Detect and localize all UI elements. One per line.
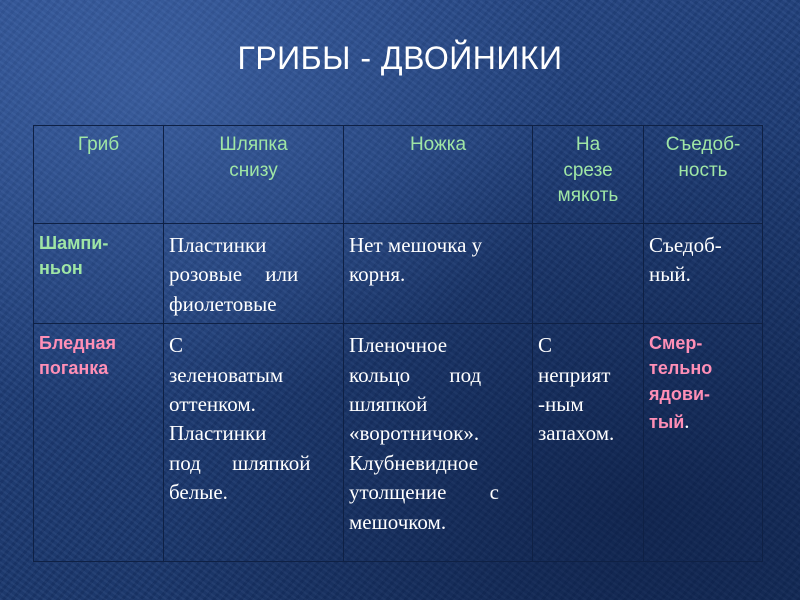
comparison-table (33, 125, 763, 562)
cell-death-cap-cut: С неприят -ным запахом. (533, 324, 644, 562)
header-stem: Ножка (344, 126, 533, 224)
cell-death-cap-edibility: Смер- тельно ядови- тый. (644, 324, 763, 562)
table-header-row (34, 126, 763, 224)
header-cut-flesh: На срезе мякоть (533, 126, 644, 224)
cell-champignon-cut (533, 224, 644, 324)
cell-champignon-name: Шампи- ньон (34, 224, 164, 324)
header-cap-underside: Шляпка снизу (164, 126, 344, 224)
cell-champignon-edibility: Съедоб- ный. (644, 224, 763, 324)
table-row-champignon (34, 224, 763, 324)
cell-champignon-cap: Пластинки розовые или фиолетовые (164, 224, 344, 324)
cell-champignon-stem: Нет мешочка у корня. (344, 224, 533, 324)
header-edibility: Съедоб- ность (644, 126, 763, 224)
page-title: ГРИБЫ - ДВОЙНИКИ (237, 40, 563, 76)
cell-death-cap-stem: Пленочное кольцо под шляпкой «воротничок». Клубневидное утолщение с мешочком. (344, 324, 533, 562)
cap-line-justified: розовые или (169, 262, 299, 287)
cell-death-cap-cap: С зеленоватым оттенком. Пластинки под шляпкой белые. (164, 324, 344, 562)
mushroom-table (33, 125, 762, 562)
cell-death-cap-name: Бледная поганка (34, 324, 164, 562)
table-row-death-cap (34, 324, 763, 562)
header-mushroom: Гриб (34, 126, 164, 224)
